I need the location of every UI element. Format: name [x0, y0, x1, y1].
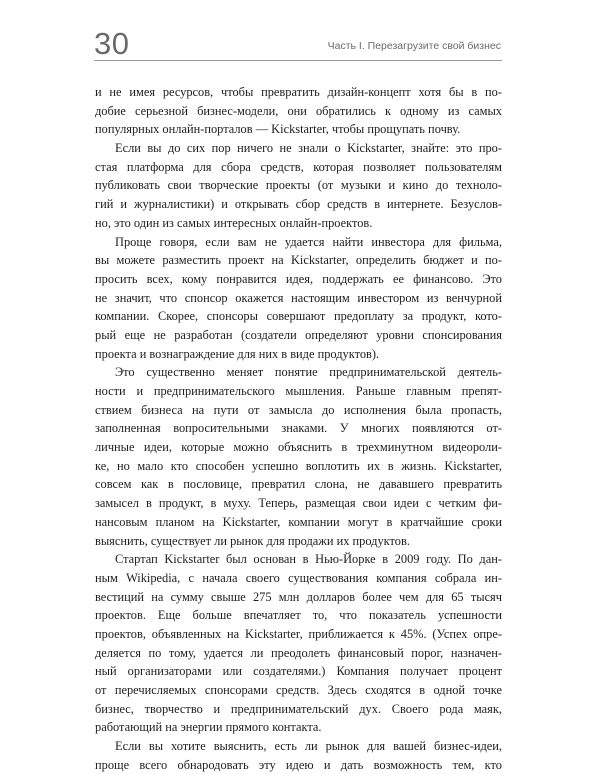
- text-line: ным Wikipedia, с начала своего существования компания собрала ин-: [95, 570, 502, 585]
- text-line: просить всех, кому понравится идея, поддержать ее финансово. Это: [95, 271, 502, 286]
- text-line: заполненная вопросительными знаками. У многих появляются от-: [95, 421, 502, 436]
- text-line: нансовым планом на Kickstarter, компании могут в кратчайшие сроки: [95, 514, 502, 529]
- running-head: Часть I. Перезагрузите свой бизнес: [327, 40, 501, 52]
- text-line: Если вы хотите выяснить, есть ли рынок для вашей бизнес-идеи,: [115, 739, 502, 754]
- text-line: личные идеи, которые можно объяснить в трехминутном видеороли-: [95, 440, 502, 455]
- text-line: ности и предпринимательского мышления. Раньше главным препят-: [95, 384, 502, 398]
- text-line: гий и журналистики) и открывать сбор средств в интернете. Безуслов-: [95, 197, 502, 212]
- text-line: не значит, что спонсор окажется настоящим инвестором из венчурной: [95, 290, 502, 305]
- text-line: бизнес, творчество и предпринимательский дух. Своего рода маяк,: [95, 701, 502, 716]
- text-line: ке, но мало кто способен успешно воплотить их в жизнь. Kickstarter,: [95, 458, 502, 473]
- text-line: совсем как в пословице, превратил слона, не дававшего превратить: [95, 477, 502, 492]
- body-text: [95, 83, 502, 774]
- text-line: Стартап Kickstarter был основан в Нью-Йорке в 2009 году. По дан-: [115, 552, 502, 567]
- text-line: Это существенно меняет понятие предпринимательской деятель-: [115, 365, 502, 380]
- text-line: проще всего обнародовать эту идею и дать возможность тем, кто: [95, 757, 502, 772]
- text-line: популярных онлайн-порталов — Kickstarter, чтобы прощупать почву.: [95, 122, 461, 137]
- text-line: ствием бизнеса на пути от замысла до исполнения была пропасть,: [95, 402, 502, 417]
- text-line: и не имея ресурсов, чтобы превратить дизайн-концепт хотя бы в по-: [95, 85, 502, 99]
- text-line: проектов. Еще больше впечатляет то, что показатель успешности: [95, 608, 502, 623]
- text-line: вы можете разместить проект на Kickstarter, определить бюджет и по-: [95, 253, 502, 268]
- page-number: 30: [94, 26, 130, 61]
- text-line: Если вы до сих пор ничего не знали о Kickstarter, знайте: это про-: [115, 141, 502, 156]
- text-line: компании. Скорее, спонсоры совершают предоплату за продукт, кото-: [95, 309, 502, 324]
- text-line: от перечисляемых спонсорами средств. Здесь сходятся в одной точке: [95, 683, 502, 697]
- text-line: выяснить, существует ли рынок для продажи их продуктов.: [95, 533, 410, 548]
- text-line: рый еще не разработан (создатели определяют уровни спонсирования: [95, 327, 502, 342]
- text-line: публиковать свои творческие проекты (от музыки и кино до технолo-: [95, 178, 502, 193]
- header-rule: [94, 60, 502, 61]
- text-line: стая платформа для сбора средств, которая позволяет пользователям: [95, 159, 502, 174]
- text-line: Проще говоря, если вам не удается найти инвестора для фильма,: [115, 234, 502, 249]
- text-line: вестиций на сумму свыше 275 млн долларов более чем для 65 тысяч: [95, 589, 502, 604]
- text-line: ный организаторами или создателями.) Компания получает процент: [95, 664, 502, 679]
- text-line: проекта и вознаграждение для них в виде продуктов).: [95, 346, 380, 361]
- text-line: деляется по тому, удается ли преодолеть финансовый порог, назначен-: [95, 645, 502, 660]
- text-line: добие серьезной бизнес-модели, они обратились к одному из самых: [95, 103, 502, 118]
- text-line: проектов, объявленных на Kickstarter, приближается к 45%. (Успех опре-: [95, 626, 502, 641]
- text-line: но, это один из самых интересных онлайн-проектов.: [95, 215, 373, 230]
- text-line: замысел в продукт, в муху. Теперь, размещая свои идеи с четким фи-: [95, 496, 502, 511]
- text-line: работающий на энергии прямого контакта.: [95, 720, 322, 735]
